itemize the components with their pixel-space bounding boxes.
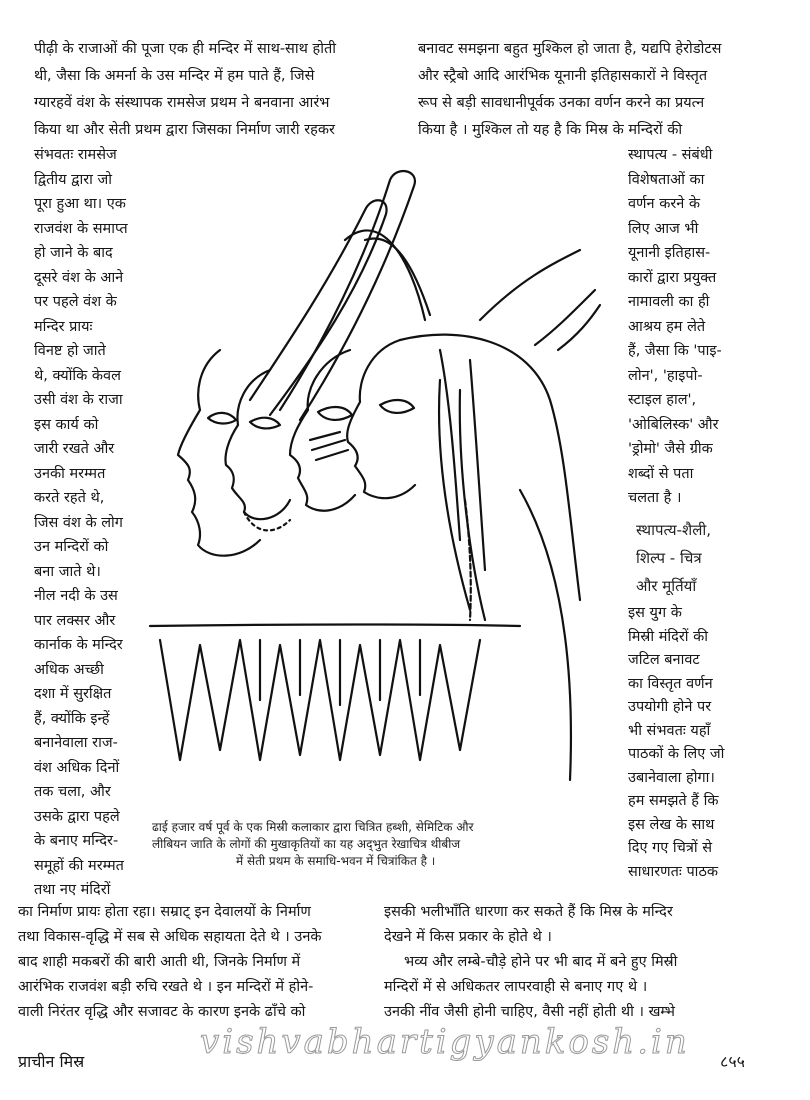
text-line: पाठकों के लिए जो bbox=[628, 746, 725, 762]
text-line: के बनाए मन्दिर- bbox=[34, 833, 119, 849]
text-line: 'ओबिलिस्क' और bbox=[628, 416, 719, 433]
text-line: थे, क्योंकि केवल bbox=[34, 367, 121, 384]
text-line: स्टाइल हाल', bbox=[628, 392, 697, 408]
text-line: उन मन्दिरों को bbox=[34, 539, 109, 555]
head-3-scars bbox=[310, 432, 348, 460]
text-line: हैं, जैसा कि 'पाइ- bbox=[628, 343, 722, 359]
head-4-hair bbox=[400, 335, 580, 600]
text-line: कारों द्वारा प्रयुक्त bbox=[628, 269, 717, 286]
feather-5 bbox=[480, 250, 580, 320]
text-line: स्थापत्य-शैली, bbox=[636, 521, 712, 539]
head-4-hair-strands bbox=[439, 380, 485, 620]
shoulder-line bbox=[150, 625, 520, 627]
text-line: ग्यारहवें वंश के संस्थापक रामसेज प्रथम ने बनवाना आरंभ bbox=[34, 95, 330, 111]
text-line: का निर्माण प्रायः होता रहा। सम्राट् इन देवालयों के निर्माण bbox=[18, 904, 311, 920]
text-line: साधारणतः पाठक bbox=[628, 863, 718, 880]
text-line: स्थापत्य - संबंधी bbox=[628, 147, 713, 163]
head-4-eye bbox=[380, 400, 414, 413]
book-title: प्राचीन मिस्र bbox=[18, 1052, 85, 1071]
text-line: शब्दों से पता bbox=[628, 465, 694, 482]
text-line: जारी रखते और bbox=[34, 441, 115, 457]
feather-6 bbox=[535, 290, 600, 350]
text-line: मन्दिर प्रायः bbox=[34, 318, 93, 335]
text-line: भी संभवतः यहाँ bbox=[628, 722, 711, 739]
text-line: और मूर्तियाँ bbox=[636, 577, 697, 595]
text-line: बनावट समझना बहुत मुश्किल हो जाता है, यद्यपि हेरोडोटस bbox=[418, 41, 722, 57]
text-line: दूसरे वंश के आने bbox=[34, 269, 124, 286]
page-number: ८५५ bbox=[720, 1052, 745, 1071]
text-line: नील नदी के उस bbox=[34, 588, 118, 604]
text-line: उपयोगी होने पर bbox=[628, 699, 712, 715]
head-2-eye bbox=[250, 418, 280, 429]
text-line: पीढ़ी के राजाओं की पूजा एक ही मन्दिर में साथ-साथ होती bbox=[34, 41, 336, 57]
head-4-outline bbox=[347, 340, 415, 498]
profile-heads-illustration bbox=[140, 140, 620, 820]
text-line: बाद शाही मकबरों की बारी आती थी, जिनके निर्माण में bbox=[18, 954, 301, 970]
feather-2 bbox=[280, 171, 415, 420]
text-line: आश्रय हम लेते bbox=[628, 318, 706, 335]
text-line: उसके द्वारा पहले bbox=[34, 808, 120, 825]
text-line: रूप से बड़ी सावधानीपूर्वक उनका वर्णन करने का प्रयत्न bbox=[418, 95, 705, 111]
text-line: उनकी नींव जैसी होनी चाहिए, वैसी नहीं होती थी । खम्भे bbox=[384, 1004, 675, 1020]
text-line: कार्नाक के मन्दिर bbox=[34, 637, 123, 653]
text-line: और स्ट्रैबो आदि आरंभिक यूनानी इतिहासकारों ने विस्तृत bbox=[418, 68, 708, 84]
text-line: दशा में सुरक्षित bbox=[34, 686, 112, 702]
text-line: यूनानी इतिहास- bbox=[628, 245, 711, 261]
text-line: हम समझते हैं कि bbox=[628, 793, 719, 809]
text-line: तथा नए मंदिरों bbox=[34, 882, 111, 898]
text-line: जिस वंश के लोग bbox=[34, 514, 123, 531]
text-line: वाली निरंतर वृद्धि और सजावट के कारण इनके ढाँचे को bbox=[18, 1004, 306, 1020]
text-line: का विस्तृत वर्णन bbox=[628, 675, 713, 692]
text-line: 'ड्रोमो' जैसे ग्रीक bbox=[628, 441, 713, 457]
text-line: लीबियन जाति के लोगों की मुखाकृतियों का यह अद्‌भुत रेखाचित्र थीबीज bbox=[152, 837, 461, 851]
text-line: तक चला, और bbox=[34, 784, 111, 800]
text-line: पर पहले वंश के bbox=[34, 294, 117, 310]
text-line: संभवतः रामसेज bbox=[34, 147, 117, 163]
text-line: अधिक अच्छी bbox=[34, 661, 104, 678]
head-1-outline bbox=[178, 350, 260, 556]
body-curve bbox=[520, 490, 571, 780]
text-line: ढाई हजार वर्ष पूर्व के एक मिस्री कलाकार द्वारा चित्रित हब्शी, सेमिटिक और bbox=[152, 820, 474, 834]
text-line: भव्य और लम्बे-चौड़े होने पर भी बाद में बने हुए मिस्री bbox=[404, 954, 678, 970]
head-3-eye bbox=[318, 407, 352, 420]
text-line: लिए आज भी bbox=[628, 220, 699, 237]
text-line: पार लक्सर और bbox=[34, 612, 116, 629]
text-line: इस कार्य को bbox=[34, 416, 99, 433]
text-line: समूहों की मरम्मत bbox=[34, 857, 124, 874]
text-line: किया है । मुश्किल तो यह है कि मिस्र के मन्दिरों की bbox=[418, 122, 683, 138]
text-line: थी, जैसा कि अमर्ना के उस मन्दिर में हम पाते हैं, जिसे bbox=[34, 68, 315, 84]
text-line: किया था और सेती प्रथम द्वारा जिसका निर्माण जारी रहकर bbox=[34, 122, 335, 138]
text-line: वंश अधिक दिनों bbox=[34, 759, 120, 776]
text-line: बना जाते थे। bbox=[34, 563, 101, 580]
text-line: उसी वंश के राजा bbox=[34, 392, 123, 408]
text-line: उनकी मरम्मत bbox=[34, 465, 106, 482]
text-line: द्वितीय द्वारा जो bbox=[34, 171, 113, 188]
text-line: पूरा हुआ था। एक bbox=[34, 196, 126, 212]
text-line: चलता है । bbox=[628, 490, 682, 506]
head-2-beard bbox=[244, 512, 290, 530]
text-line: बनानेवाला राज- bbox=[34, 735, 118, 751]
text-line: शिल्प - चित्र bbox=[636, 549, 702, 567]
watermark: vishvabhartigyankosh.in bbox=[200, 1022, 690, 1062]
text-line: लोन', 'हाइपो- bbox=[628, 367, 703, 384]
text-line: देखने में किस प्रकार के होते थे । bbox=[384, 929, 552, 945]
text-line: इस लेख के साथ bbox=[628, 816, 715, 833]
text-line: राजवंश के समाप्त bbox=[34, 220, 128, 237]
text-line: हो जाने के बाद bbox=[34, 245, 113, 261]
text-line: मन्दिरों में से अधिकतर लापरवाही से बनाए गए थे । bbox=[384, 979, 648, 995]
triangle-pattern bbox=[160, 640, 480, 760]
feather-1 bbox=[250, 200, 387, 415]
text-line: इसकी भलीभाँति धारणा कर सकते हैं कि मिस्र के मन्दिर bbox=[384, 904, 673, 920]
text-line: तथा विकास-वृद्धि में सब से अधिक सहायता देते थे । उनके bbox=[18, 929, 322, 945]
head-2-outline bbox=[226, 370, 291, 519]
text-line: इस युग के bbox=[628, 605, 682, 621]
text-line: मिस्री मंदिरों की bbox=[628, 628, 709, 645]
text-line: जटिल बनावट bbox=[628, 652, 700, 668]
text-line: विशेषताओं का bbox=[628, 171, 705, 188]
text-line: नामावली का ही bbox=[628, 294, 710, 310]
head-1-eye bbox=[208, 413, 236, 424]
text-line: में सेती प्रथम के समाधि-भवन में चित्रांकित है । bbox=[236, 854, 436, 868]
text-line: वर्णन करने के bbox=[628, 196, 701, 212]
text-line: दिए गए चित्रों से bbox=[628, 840, 713, 856]
text-line: हैं, क्योंकि इन्हें bbox=[34, 710, 110, 727]
text-line: करते रहते थे, bbox=[34, 490, 105, 506]
text-line: आरंभिक राजवंश बड़ी रुचि रखते थे । इन मन्दिरों में होने- bbox=[18, 979, 314, 995]
text-line: विनष्ट हो जाते bbox=[34, 343, 106, 359]
text-line: उबानेवाला होगा। bbox=[628, 769, 715, 786]
